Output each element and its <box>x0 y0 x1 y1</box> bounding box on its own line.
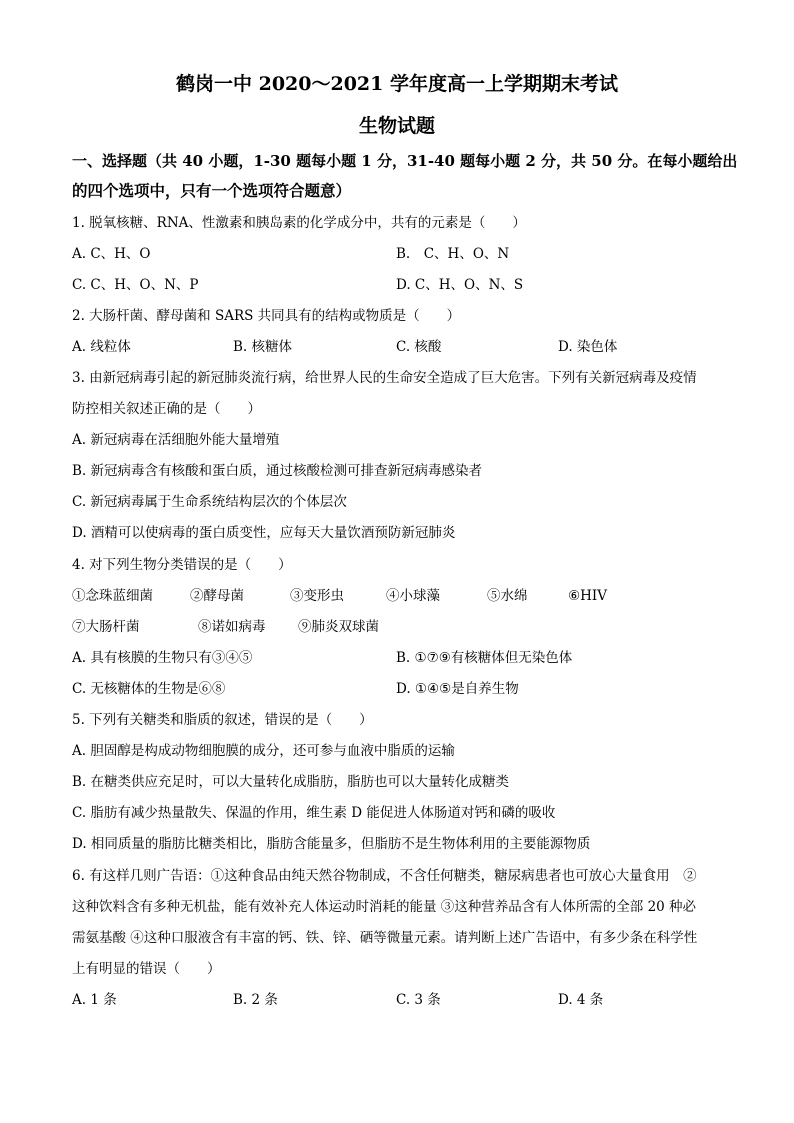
q6-stem-line4: 上有明显的错误（ ） <box>72 961 221 977</box>
q3-option-a: A. 新冠病毒在活细胞外能大量增殖 <box>72 432 280 448</box>
q4-option-a: A. 具有核膜的生物只有③④⑤ <box>72 650 253 666</box>
q4-item: ③变形虫 <box>290 588 344 604</box>
q6-option-b: B. 2 条 <box>233 992 278 1008</box>
exam-subtitle: 生物试题 <box>358 115 435 137</box>
q4-item: ⑨肺炎双球菌 <box>298 619 379 635</box>
q5-stem: 5. 下列有关糖类和脂质的叙述，错误的是（ ） <box>72 712 373 728</box>
q6-stem-line2: 这种饮料含有多种无机盐，能有效补充人体运动时消耗的能量 ③这种营养品含有人体所需的全部 20 种必 <box>72 899 697 915</box>
q2-stem: 2. 大肠杆菌、酵母菌和 SARS 共同具有的结构或物质是（ ） <box>72 308 461 324</box>
q4-item: ①念珠蓝细菌 <box>72 588 153 604</box>
q5-option-d: D. 相同质量的脂肪比糖类相比，脂肪含能量多，但脂肪不是生物体利用的主要能源物质 <box>72 836 591 852</box>
q6-option-d: D. 4 条 <box>558 992 604 1008</box>
q4-item: ⑥HIV <box>568 588 607 604</box>
section-heading-line2: 的四个选项中，只有一个选项符合题意） <box>72 181 352 200</box>
q3-option-c: C. 新冠病毒属于生命系统结构层次的个体层次 <box>72 494 347 510</box>
q5-option-a: A. 胆固醇是构成动物细胞膜的成分，还可参与血液中脂质的运输 <box>72 743 455 759</box>
q2-option-c: C. 核酸 <box>396 339 442 355</box>
q6-stem-line3: 需氨基酸 ④这种口服液含有丰富的钙、铁、锌、硒等微量元素。请判断上述广告语中，有多少条在科学性 <box>72 930 698 946</box>
section-heading-line1: 一、选择题（共 40 小题，1-30 题每小题 1 分，31-40 题每小题 2 分，共 50 分。在每小题给出 <box>72 152 738 170</box>
q4-option-b: B. ①⑦⑨有核糖体但无染色体 <box>396 650 573 666</box>
q2-option-a: A. 线粒体 <box>72 339 131 355</box>
exam-title: 鹤岗一中 2020～2021 学年度高一上学期期末考试 <box>176 73 618 95</box>
q4-item: ⑦大肠杆菌 <box>72 619 140 635</box>
q3-stem-line1: 3. 由新冠病毒引起的新冠肺炎流行病，给世界人民的生命安全造成了巨大危害。下列有关新冠病毒及疫情 <box>72 370 697 386</box>
q4-item: ②酵母菌 <box>190 588 244 604</box>
q4-stem: 4. 对下列生物分类错误的是（ ） <box>72 557 292 573</box>
q5-option-b: B. 在糖类供应充足时，可以大量转化成脂肪，脂肪也可以大量转化成糖类 <box>72 774 510 790</box>
q5-option-c: C. 脂肪有减少热量散失、保温的作用，维生素 D 能促进人体肠道对钙和磷的吸收 <box>72 805 556 821</box>
q1-option-c: C. C、H、O、N、P <box>72 277 199 293</box>
q3-option-d: D. 酒精可以使病毒的蛋白质变性，应每天大量饮酒预防新冠肺炎 <box>72 525 456 541</box>
q1-option-b: B. C、H、O、N <box>396 246 510 262</box>
q1-option-a: A. C、H、O <box>72 246 151 262</box>
q6-option-a: A. 1 条 <box>72 992 117 1008</box>
q4-item: ⑧诺如病毒 <box>198 619 266 635</box>
q3-stem-line2: 防控相关叙述正确的是（ ） <box>72 401 261 417</box>
q3-option-b: B. 新冠病毒含有核酸和蛋白质，通过核酸检测可排查新冠病毒感染者 <box>72 463 483 479</box>
q4-item: ④小球藻 <box>386 588 440 604</box>
q1-stem: 1. 脱氧核糖、RNA、性激素和胰岛素的化学成分中，共有的元素是（ ） <box>72 215 526 231</box>
q1-option-d: D. C、H、O、N、S <box>396 277 524 293</box>
q4-option-d: D. ①④⑤是自养生物 <box>396 681 519 697</box>
q2-option-b: B. 核糖体 <box>233 339 293 355</box>
q4-item: ⑤水绵 <box>487 588 528 604</box>
q2-option-d: D. 染色体 <box>558 339 618 355</box>
q4-option-c: C. 无核糖体的生物是⑥⑧ <box>72 681 226 697</box>
q6-option-c: C. 3 条 <box>396 992 441 1008</box>
q6-stem-line1: 6. 有这样几则广告语：①这种食品由纯天然谷物制成，不含任何糖类，糖尿病患者也可放心大量食用 ② <box>72 868 697 884</box>
